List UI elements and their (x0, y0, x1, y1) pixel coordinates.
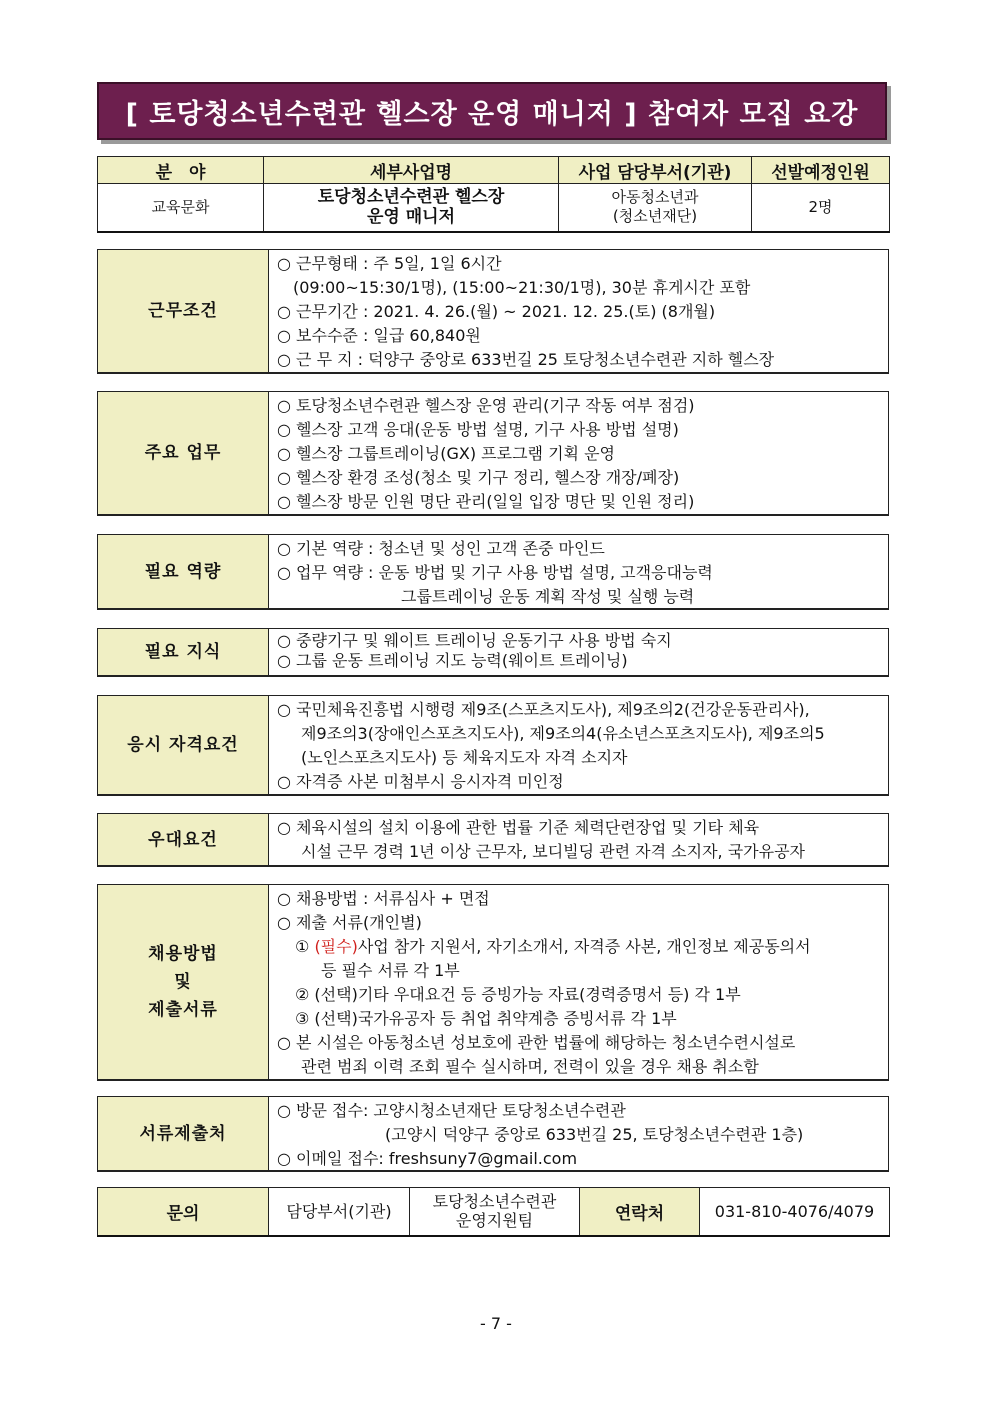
submission-section (97, 1096, 889, 1172)
hiring-notice-cont: 관련 범죄 이력 조회 필수 실시하며, 전력이 있을 경우 채용 취소함 (301, 1057, 759, 1076)
submission-label: 서류제출처 (98, 1097, 269, 1170)
hiring-method: ○ 채용방법 : 서류심사 + 면접 (277, 889, 490, 908)
page-number: - 7 - (480, 1314, 512, 1333)
required-tag: (필수) (314, 937, 358, 956)
count-value: 2명 (752, 184, 890, 232)
page-title: [ 토당청소년수련관 헬스장 운영 매니저 ] 참여자 모집 요강 (97, 82, 887, 140)
hiring-doc-optional-1: ② (선택)기타 우대요건 등 증빙가능 자료(경력증명서 등) 각 1부 (295, 985, 741, 1004)
project-name-line2: 운영 매니저 (366, 207, 456, 228)
hiring-label-line3: 제출서류 (148, 1000, 218, 1020)
competencies-label: 필요 역량 (98, 535, 269, 608)
main-duties-section (97, 391, 889, 516)
hiring-body (269, 885, 888, 1079)
header-project: 세부사업명 (264, 157, 559, 184)
hiring-label-line1: 채용방법 (148, 944, 218, 964)
header-dept: 사업 담당부서(기관) (559, 157, 752, 184)
project-name-line1: 토당청소년수련관 헬스장 (317, 187, 505, 208)
qualification-item: ○ 국민체육진흥법 시행령 제9조(스포츠지도사), 제9조의2(건강운동관리사), (277, 700, 810, 719)
contact-dept-line1: 토당청소년수련관 (432, 1192, 557, 1212)
preference-item: 시설 근무 경력 1년 이상 근무자, 보디빌딩 관련 자격 소지자, 국가유공자 (301, 842, 805, 861)
contact-dept-label: 담당부서(기관) (269, 1188, 410, 1236)
competencies-section (97, 534, 889, 610)
competency-item: ○ 기본 역량 : 청소년 및 성인 고객 존중 마인드 (277, 539, 605, 558)
duty-item: ○ 헬스장 방문 인원 명단 관리(일일 입장 명단 및 인원 정리) (277, 492, 695, 511)
preferences-label: 우대요건 (98, 814, 269, 865)
hiring-notice: ○ 본 시설은 아동청소년 성보호에 관한 법률에 해당하는 청소년수련시설로 (277, 1033, 796, 1052)
competency-item: 그룹트레이닝 운동 계획 작성 및 실행 능력 (401, 587, 695, 606)
contact-phone: 031-810-4076/4079 (700, 1188, 890, 1236)
required-number: ① (295, 937, 310, 956)
knowledge-item: ○ 그룹 운동 트레이닝 지도 능력(웨이트 트레이닝) (277, 651, 628, 670)
submission-address: (고양시 덕양구 중앙로 633번길 25, 토당청소년수련관 1층) (385, 1125, 804, 1144)
work-period: ○ 근무기간 : 2021. 4. 26.(월) ~ 2021. 12. 25.(토) (8개월) (277, 302, 716, 321)
contact-dept-line2: 운영지원팀 (455, 1211, 534, 1231)
dept-line2: (청소년재단) (612, 207, 698, 226)
work-place: ○ 근 무 지 : 덕양구 중앙로 633번길 25 토당청소년수련관 지하 헬스장 (277, 350, 775, 369)
contact-phone-label: 연락처 (580, 1188, 700, 1236)
hiring-section (97, 884, 889, 1081)
preferences-body (269, 814, 888, 865)
competency-item: ○ 업무 역량 : 운동 방법 및 기구 사용 방법 설명, 고객응대능력 (277, 563, 713, 582)
qualification-item: 제9조의3(장애인스포츠지도사), 제9조의4(유소년스포츠지도사), 제9조의5 (301, 724, 825, 743)
preferences-section (97, 813, 889, 867)
qualifications-body (269, 696, 888, 794)
competencies-body (269, 535, 888, 608)
field-value: 교육문화 (98, 184, 264, 232)
knowledge-label: 필요 지식 (98, 629, 269, 675)
knowledge-section (97, 628, 889, 677)
duty-item: ○ 헬스장 고객 응대(운동 방법 설명, 기구 사용 방법 설명) (277, 420, 679, 439)
submission-email: ○ 이메일 접수: freshsuny7@gmail.com (277, 1149, 578, 1168)
contact-label: 문의 (98, 1188, 269, 1236)
work-conditions-label: 근무조건 (98, 250, 269, 372)
contact-dept (410, 1188, 580, 1236)
main-duties-body (269, 392, 888, 514)
work-conditions-body (269, 250, 888, 372)
hiring-label-line2: 및 (174, 972, 192, 992)
hiring-doc-required (277, 935, 880, 959)
overview-table (97, 156, 890, 233)
required-docs: 사업 참가 지원서, 자기소개서, 자격증 사본, 개인정보 제공동의서 (357, 937, 811, 956)
hiring-label (98, 885, 269, 1079)
preference-item: ○ 체육시설의 설치 이용에 관한 법률 기준 체력단련장업 및 기타 체육 (277, 818, 760, 837)
duty-item: ○ 헬스장 환경 조성(청소 및 기구 정리, 헬스장 개장/폐장) (277, 468, 680, 487)
dept-value (559, 184, 752, 232)
duty-item: ○ 토당청소년수련관 헬스장 운영 관리(기구 작동 여부 점검) (277, 396, 695, 415)
knowledge-item: ○ 중량기구 및 웨이트 트레이닝 운동기구 사용 방법 숙지 (277, 631, 672, 650)
duty-item: ○ 헬스장 그룹트레이닝(GX) 프로그램 기획 운영 (277, 444, 615, 463)
work-conditions-section (97, 249, 889, 374)
qualifications-section (97, 695, 889, 796)
hiring-docs-title: ○ 제출 서류(개인별) (277, 913, 422, 932)
work-type: ○ 근무형태 : 주 5일, 1일 6시간 (277, 254, 502, 273)
submission-body (269, 1097, 888, 1170)
project-name (264, 184, 559, 232)
dept-line1: 아동청소년과 (611, 188, 699, 207)
hiring-doc-required-cont: 등 필수 서류 각 1부 (321, 961, 460, 980)
qualification-item: (노인스포츠지도사) 등 체육지도자 자격 소지자 (301, 748, 628, 767)
main-duties-label: 주요 업무 (98, 392, 269, 514)
knowledge-body (269, 629, 888, 675)
submission-visit: ○ 방문 접수: 고양시청소년재단 토당청소년수련관 (277, 1101, 626, 1120)
work-hours: (09:00~15:30/1명), (15:00~21:30/1명), 30분 휴게시간 포함 (293, 278, 751, 297)
qualification-item: ○ 자격증 사본 미첨부시 응시자격 미인정 (277, 772, 564, 791)
contact-table (97, 1187, 890, 1237)
header-field: 분 야 (98, 157, 264, 184)
work-pay: ○ 보수수준 : 일급 60,840원 (277, 326, 481, 345)
header-count: 선발예정인원 (752, 157, 890, 184)
qualifications-label: 응시 자격요건 (98, 696, 269, 794)
hiring-doc-optional-2: ③ (선택)국가유공자 등 취업 취약계층 증빙서류 각 1부 (295, 1009, 677, 1028)
